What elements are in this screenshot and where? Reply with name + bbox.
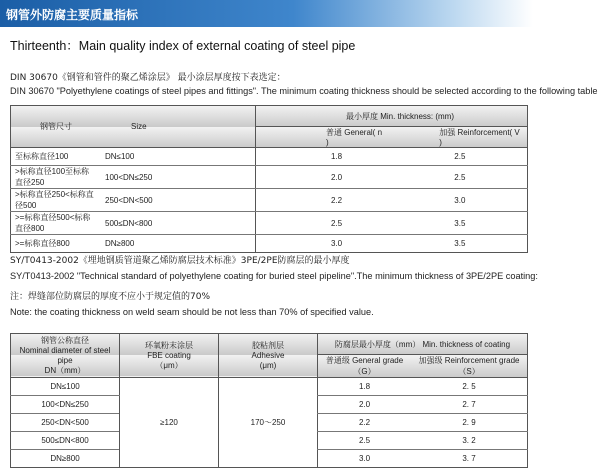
col-adh-en: Adhesive	[251, 350, 285, 360]
page-subtitle: Thirteenth：Main quality index of external coating of steel pipe	[10, 39, 356, 53]
col-general: 普通 General( n )	[256, 127, 390, 148]
row-size: 500≤DN<800	[101, 212, 256, 235]
row-reinforcement: 3.5	[454, 239, 466, 248]
row-size: DN≤100	[101, 148, 256, 166]
row-cn: >=标称直径800	[15, 239, 70, 248]
row-general: 2.0	[318, 396, 412, 414]
row-size: 250<DN<500	[101, 189, 256, 212]
weld-note-cn: 注：焊缝部位防腐层的厚度不应小于规定值的70%	[10, 292, 211, 302]
row-general: 1.8	[318, 378, 412, 396]
din-note-en: DIN 30670 "Polyethylene coatings of steel pipes and fittings". The minimum coating thickness should be selected according to the following table	[10, 86, 598, 96]
table-row	[11, 212, 528, 235]
col-adh-unit: (μm)	[259, 360, 277, 370]
row-reinforcement: 2. 7	[411, 396, 527, 414]
row-cn: >标称直径100至标称直径250	[11, 166, 102, 189]
col-nominal-diameter	[11, 334, 120, 378]
sy-note-en: SY/T0413-2002 "Technical standard of polyethylene coating for buried steel pipeline".The minimum thickness of 3PE/2PE coating:	[10, 271, 538, 281]
col-dn-unit: DN（mm）	[44, 365, 86, 375]
row-reinforcement: 3.5	[389, 212, 527, 235]
row-dn: 500≤DN<800	[11, 432, 120, 450]
weld-note-en: Note: the coating thickness on weld seam should be not less than 70% of specified value.	[10, 307, 374, 317]
col-adh-cn: 胶粘剂层	[252, 340, 284, 350]
row-cn: >=标称直径500<标称直径800	[11, 212, 102, 235]
row-reinforcement: 3. 2	[411, 432, 527, 450]
row-general: 3.0	[256, 235, 390, 253]
row-size: DN≥800	[105, 239, 135, 248]
table-row	[11, 189, 528, 212]
row-dn: 250<DN<500	[11, 414, 120, 432]
row-reinforcement: 3.0	[389, 189, 527, 212]
row-general: 2.2	[318, 414, 412, 432]
row-dn: DN≤100	[11, 378, 120, 396]
table-row	[11, 235, 528, 253]
row-general: 2.0	[256, 166, 390, 189]
din-thickness-table	[10, 105, 528, 253]
col-adhesive	[219, 334, 318, 378]
adhesive-value: 170～250	[219, 378, 318, 468]
col-dn-cn: 钢管公称直径	[41, 335, 89, 345]
row-reinforcement: 2. 9	[411, 414, 527, 432]
table-row	[11, 378, 528, 396]
col-reinforcement: 加强 Reinforcement( V )	[389, 127, 527, 148]
row-general: 2.2	[256, 189, 390, 212]
col-size: Size	[101, 106, 256, 148]
col-reinforcement-grade: 加强级 Reinforcement grade（S）	[411, 355, 527, 378]
row-general: 1.8	[256, 148, 390, 166]
table-row	[11, 148, 528, 166]
row-dn: 100<DN≤250	[11, 396, 120, 414]
row-reinforcement: 3. 7	[462, 454, 476, 463]
col-dn-en: Nominal diameter of steel pipe	[19, 345, 111, 365]
row-reinforcement: 2. 5	[411, 378, 527, 396]
col-fbe-cn: 环氧粉末涂层	[145, 340, 193, 350]
table-row	[11, 166, 528, 189]
row-reinforcement: 2.5	[389, 166, 527, 189]
col-min-coating: 防腐层最小厚度（mm） Min. thickness of coating	[318, 334, 528, 355]
row-general: 3.0	[318, 450, 412, 468]
row-size: 100<DN≤250	[101, 166, 256, 189]
row-general: 2.5	[318, 432, 412, 450]
row-cn: 至标称直径100	[11, 148, 102, 166]
sy-thickness-table	[10, 333, 528, 468]
section-header-bar	[0, 0, 533, 27]
row-dn: DN≥800	[50, 454, 80, 463]
sy-note-cn: SY/T0413-2002《埋地钢质管道聚乙烯防腐层技术标准》3PE/2PE防腐层的最小厚度	[10, 256, 350, 266]
row-reinforcement: 2.5	[389, 148, 527, 166]
row-cn: >标称直径250<标称直径500	[11, 189, 102, 212]
col-pipe-size: 钢管尺寸	[11, 106, 102, 148]
col-min-thickness: 最小厚度 Min. thickness: (mm)	[256, 106, 528, 127]
section-header-title: 钢管外防腐主要质量指标	[6, 8, 139, 22]
din-note-cn: DIN 30670《钢管和管件的聚乙烯涂层》 最小涂层厚度按下表选定：	[10, 73, 286, 83]
col-fbe-coating	[120, 334, 219, 378]
col-fbe-en: FBE coating	[147, 350, 191, 360]
row-general: 2.5	[256, 212, 390, 235]
col-fbe-unit: （μm）	[155, 360, 183, 370]
col-general-grade: 普通级 General grade（G）	[318, 355, 412, 378]
fbe-value: ≥120	[120, 378, 219, 468]
